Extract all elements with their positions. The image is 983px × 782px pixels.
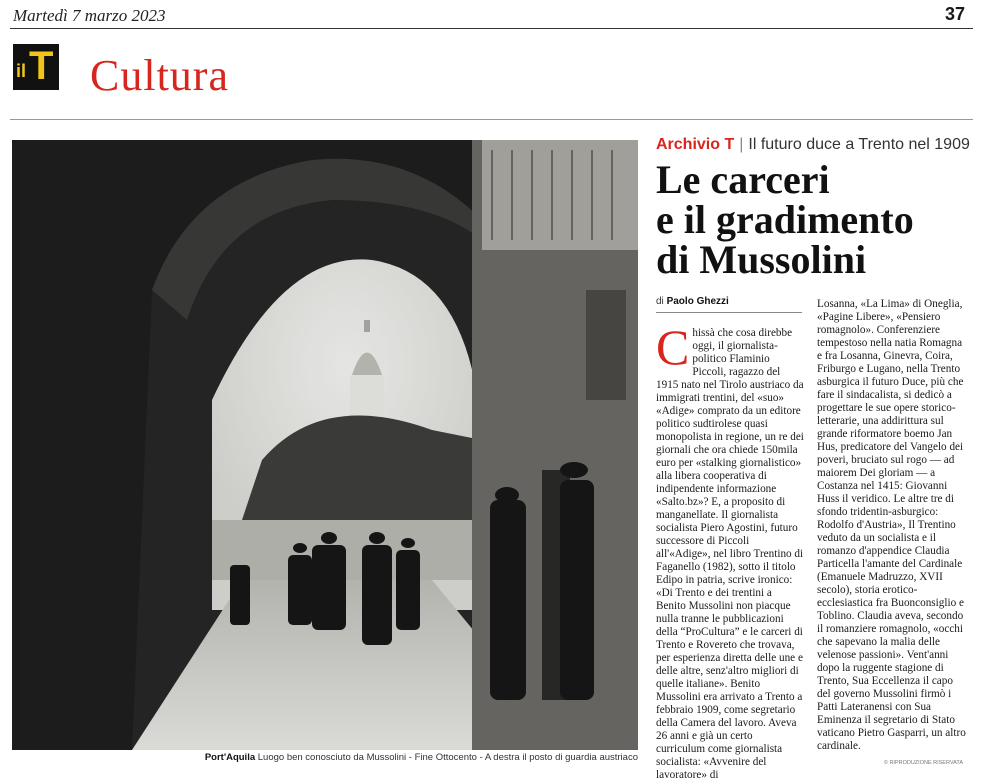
newspaper-logo [13, 44, 59, 90]
article-column-2 [817, 298, 967, 753]
byline-author: Paolo Ghezzi [666, 296, 729, 307]
header-divider [10, 28, 973, 29]
article-kicker [656, 136, 970, 154]
column-2-text: Losanna, «La Lima» di Oneglia, «Pagine Libere», «Pensiero romagnolo». Conferenziere tempestoso nella natia Romagna e fra Losanna, Ginevra, Coira, Friburgo e Lugano, nella Trento asburgica il futuro Duce, più che fare il sindacalista, si dedicò a progettare le sue opere storico-letterarie, una addirittura sul grande riformatore boemo Jan Hus, predicatore del Vangelo dei poveri, bruciato sul rogo — ad maiorem Dei gloriam — a Costanza nel 1415: Giovanni Huss il veridico. Le altre tre di sfondo tridentin-asburgico: Rodolfo d'Austria», Il Trentino veduto da un socialista e il romanzo d'appendice Claudia Particella l'amante del Cardinale (Emanuele Madruzzo, XVII secolo), storia erotico-ecclesiastica fra Buonconsiglio e Toblino. Claudia aveva, secondo il romanziere romagnolo, «occhi che sapevano la malia delle velenose passioni». Vent'anni dopo la ruggente stagione di Trento, Sua Eccellenza il capo del governo Mussolini firmò i Patti Lateranensi con Sua Eminenza il segretario di Stato vaticano Pietro Gasparri, un altro cardinale. [817, 298, 966, 752]
dropcap: C [656, 319, 690, 375]
headline-line-1: Le carceri [656, 157, 830, 202]
section-divider [10, 119, 973, 120]
photo-caption [12, 752, 638, 763]
caption-title: Port'Aquila [204, 752, 256, 763]
page-number: 37 [944, 4, 965, 24]
kicker-separator: | [739, 136, 744, 153]
header-date: Martedì 7 marzo 2023 [13, 6, 166, 25]
headline-line-2: e il gradimento [656, 197, 914, 242]
caption-text: Luogo ben conosciuto da Mussolini - Fine Ottocento - A destra il posto di guardia austriaco [257, 752, 638, 763]
column-1-text: hissà che cosa direbbe oggi, il giornalista-politico Flaminio Piccoli, ragazzo del 1915 nato nel Tirolo austriaco da immigrati trentini, del «suo» «Adige» comprato da un editore politico sudtirolese quasi monopolista in regione, un re dei giornali che ora chiede 150mila euro per «stalking giornalistico» alla libera cooperativa di indipendente informazione «Salto.bz»? E, a proposito di manganellate. Il giornalista socialista Piero Agostini, futuro successore di Piccoli all'«Adige», nel libro Trentino di Faganello (1982), sotto il titolo Edipo in patria, scrive ironico: «Di Trento e dei trentini a Benito Mussolini non piacque nulla tranne le pubblicazioni della “ProCultura” e le carceri di Trento e Rovereto che trovava, per esperienza diretta delle une e delle altre, senz'altro migliori di quelle italiane». Benito Mussolini era arrivato a Trento a febbraio 1909, come segretario della Camera del lavoro. Aveva 26 anni e già un certo curriculum come giornalista socialista: «Avvenire del lavoratore» di [656, 327, 804, 781]
headline-line-3: di Mussolini [656, 237, 867, 282]
byline-divider [656, 312, 802, 313]
byline [656, 296, 729, 307]
article-column-1 [656, 319, 804, 782]
article-photo [12, 140, 638, 750]
article-headline [656, 157, 976, 282]
section-title: Cultura [90, 51, 229, 100]
kicker-label: Archivio T [656, 136, 735, 153]
logo-t: T [29, 44, 54, 88]
kicker-subtitle: Il futuro duce a Trento nel 1909 [748, 136, 970, 153]
logo-il: il [16, 61, 27, 81]
byline-prefix: di [656, 296, 664, 307]
reproduction-note: © RIPRODUZIONE RISERVATA [883, 760, 963, 766]
